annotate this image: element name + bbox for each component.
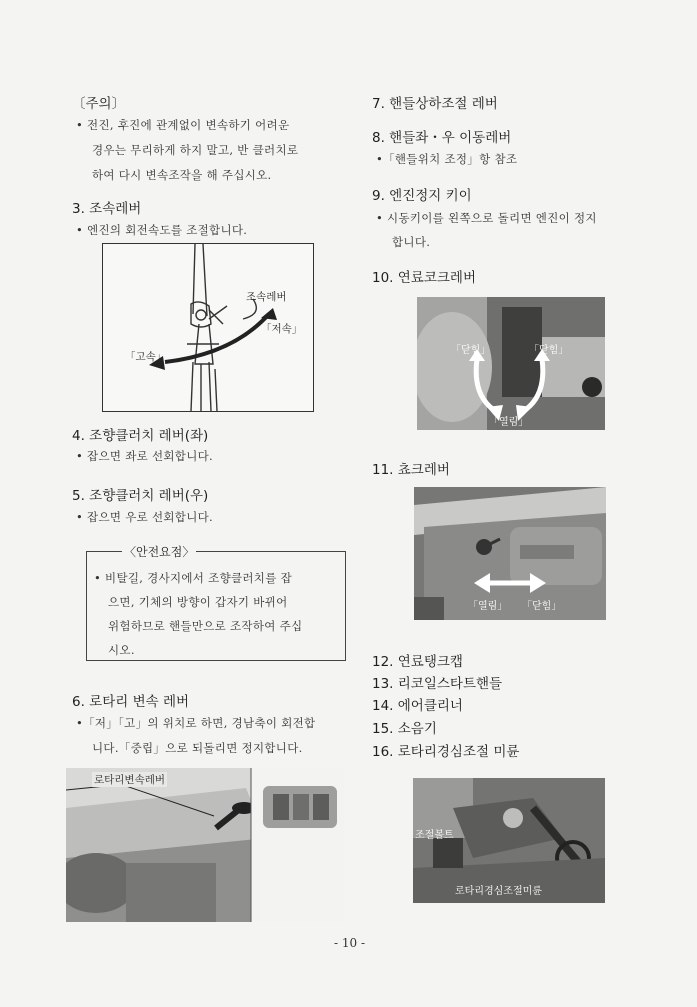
- fuel-close-left-label: 「닫힘」: [451, 345, 491, 356]
- section-11-title: 11. 쵸크레버: [372, 462, 450, 478]
- safety-line-2: 으면, 기체의 방향이 갑자기 바뀌어: [108, 595, 288, 609]
- item-13: 13. 리코일스타트핸들: [372, 676, 503, 692]
- caution-line-3: 하여 다시 변속조작을 해 주십시오.: [92, 168, 272, 182]
- page-number: - 10 -: [334, 936, 366, 950]
- safety-line-4: 시오.: [108, 643, 135, 657]
- section-10-title: 10. 연료코크레버: [372, 270, 477, 286]
- section-4-title: 4. 조향클러치 레버(좌): [72, 428, 209, 444]
- rotary-depth-wheel-photo: [413, 778, 605, 903]
- section-9-line-2: 합니다.: [392, 235, 431, 249]
- governor-lever-figure: [102, 243, 314, 412]
- rotary-shift-lever-label: 로타리변속레버: [94, 774, 166, 786]
- section-6-title: 6. 로타리 변속 레버: [72, 694, 190, 710]
- rotary-shift-lever-photo: [66, 768, 344, 922]
- caution-title: 〔주의〕: [72, 96, 126, 112]
- section-8-title: 8. 핸들좌・우 이동레버: [372, 130, 512, 146]
- section-9-title: 9. 엔진정지 키이: [372, 188, 472, 204]
- section-8-line: •「핸들위치 조정」항 참조: [376, 152, 518, 166]
- fuel-open-label: 「열림」: [489, 417, 529, 428]
- section-6-line-2: 니다.「중립」으로 되돌리면 정지합니다.: [92, 741, 303, 755]
- high-speed-label: 「고속」: [125, 351, 167, 363]
- governor-lever-label: 조속레버: [246, 291, 287, 303]
- choke-close-label: 「닫힘」: [522, 601, 562, 612]
- section-7-title: 7. 핸들상하조절 레버: [372, 96, 498, 112]
- safety-line-1: • 비탈길, 경사지에서 조향클러치를 잡: [94, 571, 292, 585]
- choke-open-label: 「열림」: [468, 601, 508, 612]
- rotary-depth-wheel-label: 로타리경심조절미륜: [455, 886, 542, 897]
- caution-line-2: 경우는 무리하게 하지 말고, 반 클러치로: [92, 143, 299, 157]
- item-15: 15. 소음기: [372, 721, 437, 737]
- caution-line-1: • 전진, 후진에 관계없이 변속하기 어려운: [76, 118, 290, 132]
- fuel-cock-photo: [417, 297, 605, 430]
- choke-lever-photo: [414, 487, 606, 620]
- adjust-bolt-label: 조절볼트: [415, 830, 454, 841]
- section-4-line: • 잡으면 좌로 선회합니다.: [76, 449, 213, 463]
- section-6-line-1: •「저」「고」의 위치로 하면, 경남축이 회전합: [76, 716, 316, 730]
- item-12: 12. 연료탱크캡: [372, 654, 463, 670]
- safety-notice-title: 〈안전요점〉: [124, 545, 195, 559]
- section-5-line: • 잡으면 우로 선회합니다.: [76, 510, 213, 524]
- low-speed-label: 「저속」: [261, 323, 303, 335]
- section-3-line: • 엔진의 회전속도를 조절합니다.: [76, 223, 248, 237]
- item-14: 14. 에어클리너: [372, 698, 463, 714]
- section-5-title: 5. 조향클러치 레버(우): [72, 488, 209, 504]
- section-3-title: 3. 조속레버: [72, 201, 142, 217]
- fuel-close-right-label: 「닫힘」: [529, 345, 569, 356]
- section-9-line-1: • 시동키이를 왼쪽으로 돌리면 엔진이 정지: [376, 211, 597, 225]
- item-16: 16. 로타리경심조절 미륜: [372, 744, 520, 760]
- safety-line-3: 위험하므로 핸들만으로 조작하여 주십: [108, 619, 303, 633]
